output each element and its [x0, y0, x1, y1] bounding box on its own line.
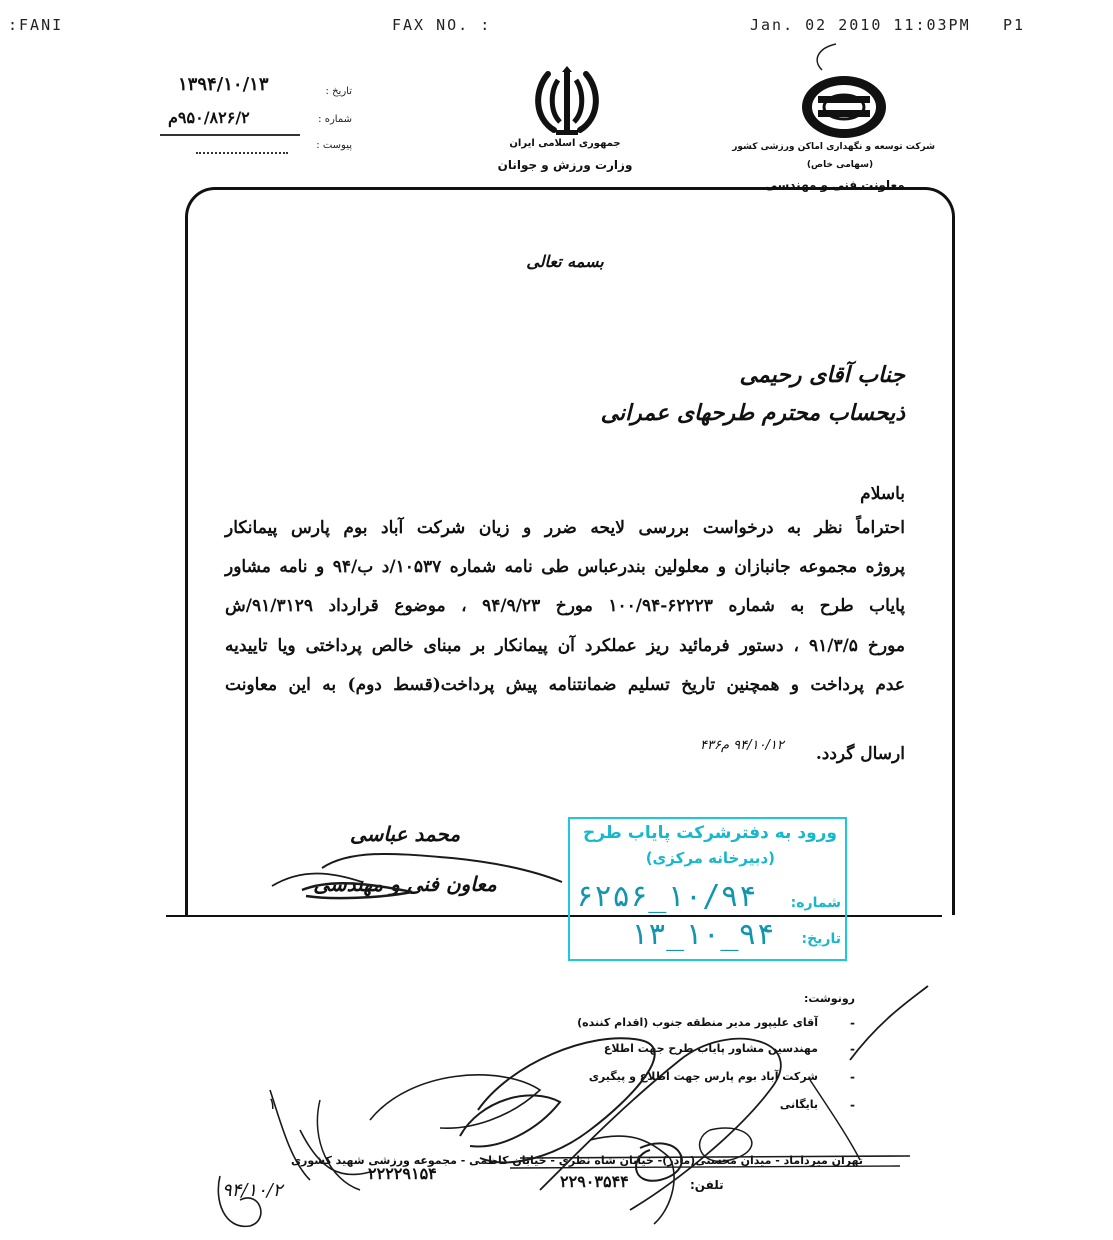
- footer-address: تهران میرداماد - میدان محسنی(مادر)- خیابان شاه نظری - خیابان کاظمی - مجموعه ورزشی شهید کشوری: [290, 1154, 863, 1167]
- stamp-title: ورود به دفترشرکت پایاب طرح: [582, 823, 837, 843]
- body-line-2: پروژه مجموعه جانبازان و معلولین بندرعباس طی نامه شماره ۱۰۵۳۷/د ب/۹۴ و نامه مشاور: [225, 557, 906, 577]
- handwritten-digit: ۱: [268, 1094, 277, 1113]
- handwritten-curve-mark: [808, 42, 842, 72]
- cc-item: آقای علیپور مدیر منطقه جنوب (اقدام کننده): [577, 1016, 818, 1029]
- number-underline: [160, 134, 300, 136]
- fax-datetime: Jan. 02 2010 11:03PM: [750, 16, 971, 34]
- stamp-number-value: ۱۰/۹۴_۶۲۵۶: [576, 879, 757, 914]
- fax-sender: :FANI: [8, 16, 64, 34]
- handwritten-scribbles: [210, 980, 950, 1238]
- department-name: معاونت فنی و مهندسی: [765, 178, 905, 192]
- recipient-name: جناب آقای رحیمی: [739, 362, 905, 388]
- handwritten-reference: ۹۴/۱۰/۱۲ م۴۳۶: [700, 738, 784, 753]
- stamp-number-label: شماره:: [790, 895, 841, 911]
- signatory-title: معاون فنی و مهندسی: [313, 872, 497, 896]
- cc-bullet: -: [850, 1016, 855, 1030]
- stamp-date-value: ۹۴_۱۰_۱۳: [630, 917, 775, 952]
- fax-page: P1: [1003, 16, 1026, 34]
- stamp-date-label: تاریخ:: [801, 931, 841, 947]
- signatory-name: محمد عباسی: [349, 822, 461, 846]
- company-logo-icon: [800, 74, 888, 140]
- fax-number-label: FAX NO. :: [392, 16, 492, 34]
- cc-item: شرکت آباد بوم پارس جهت اطلاع و پیگیری: [588, 1070, 818, 1083]
- body-line-1: احتراماً نظر به درخواست بررسی لایحه ضرر و زیان شرکت آباد بوم پارس پیمانکار: [225, 518, 905, 538]
- closing-line: ارسال گردد.: [815, 744, 905, 764]
- footer-fax: ۲۲۲۲۹۱۵۴: [368, 1164, 437, 1183]
- basmala: بسمه تعالی: [526, 252, 604, 271]
- letter-date-label: تاریخ :: [325, 86, 352, 97]
- footer-phone-label: تلفن:: [690, 1178, 724, 1192]
- company-name: شرکت توسعه و نگهداری اماکن ورزشی کشور: [732, 142, 935, 152]
- greeting: باسلام: [860, 484, 905, 504]
- receipt-stamp: [568, 817, 847, 961]
- ministry-name: وزارت ورزش و جوانان: [497, 158, 633, 172]
- cc-bullet: -: [850, 1042, 855, 1056]
- cc-bullet: -: [850, 1070, 855, 1084]
- country-name: جمهوری اسلامی ایران: [509, 138, 621, 149]
- letter-meta: [168, 74, 352, 164]
- cc-label: رونوشت:: [803, 992, 855, 1005]
- letter-border: [185, 187, 955, 915]
- attachment-dotted-line: [196, 152, 288, 154]
- footer-phone: ۲۲۹۰۳۵۴۴: [560, 1172, 629, 1191]
- letter-number-label: شماره :: [318, 114, 352, 125]
- cc-item: مهندسین مشاور پایاب طرح جهت اطلاع: [603, 1042, 818, 1055]
- cc-item: بایگانی: [779, 1098, 818, 1111]
- body-line-5: عدم پرداخت و همچنین تاریخ تسلیم ضمانتنامه پیش پرداخت(قسط دوم) به این معاونت: [225, 675, 905, 695]
- cc-bullet: -: [850, 1098, 855, 1112]
- handwritten-margin-number: ۹۴/۱۰/۲: [222, 1180, 283, 1201]
- body-line-3: پایاب طرح به شماره ۶۲۲۲۳-۱۰۰/۹۴ مورخ ۹۴/۹/۲۳ ، موضوع قرارداد ۹۱/۳۱۲۹/ش: [225, 596, 905, 616]
- iran-emblem-icon: [532, 66, 602, 140]
- attachment-label: پیوست :: [316, 140, 352, 151]
- body-line-4: مورخ ۹۱/۳/۵ ، دستور فرمائید ریز عملکرد آن پیمانکار بر مبنای خالص پرداختی ویا تاییدیه: [225, 636, 905, 656]
- stamp-subtitle: (دبیرخانه مرکزی): [645, 849, 775, 867]
- company-type: (سهامی خاص): [806, 160, 874, 170]
- recipient-title: ذیحساب محترم طرحهای عمرانی: [600, 400, 905, 426]
- letter-date-value: ۱۳۹۴/۱۰/۱۳: [178, 74, 269, 95]
- handwritten-signature: [262, 838, 572, 918]
- letter-number-value: ۹۵۰/۸۲۶/۲م: [168, 108, 250, 127]
